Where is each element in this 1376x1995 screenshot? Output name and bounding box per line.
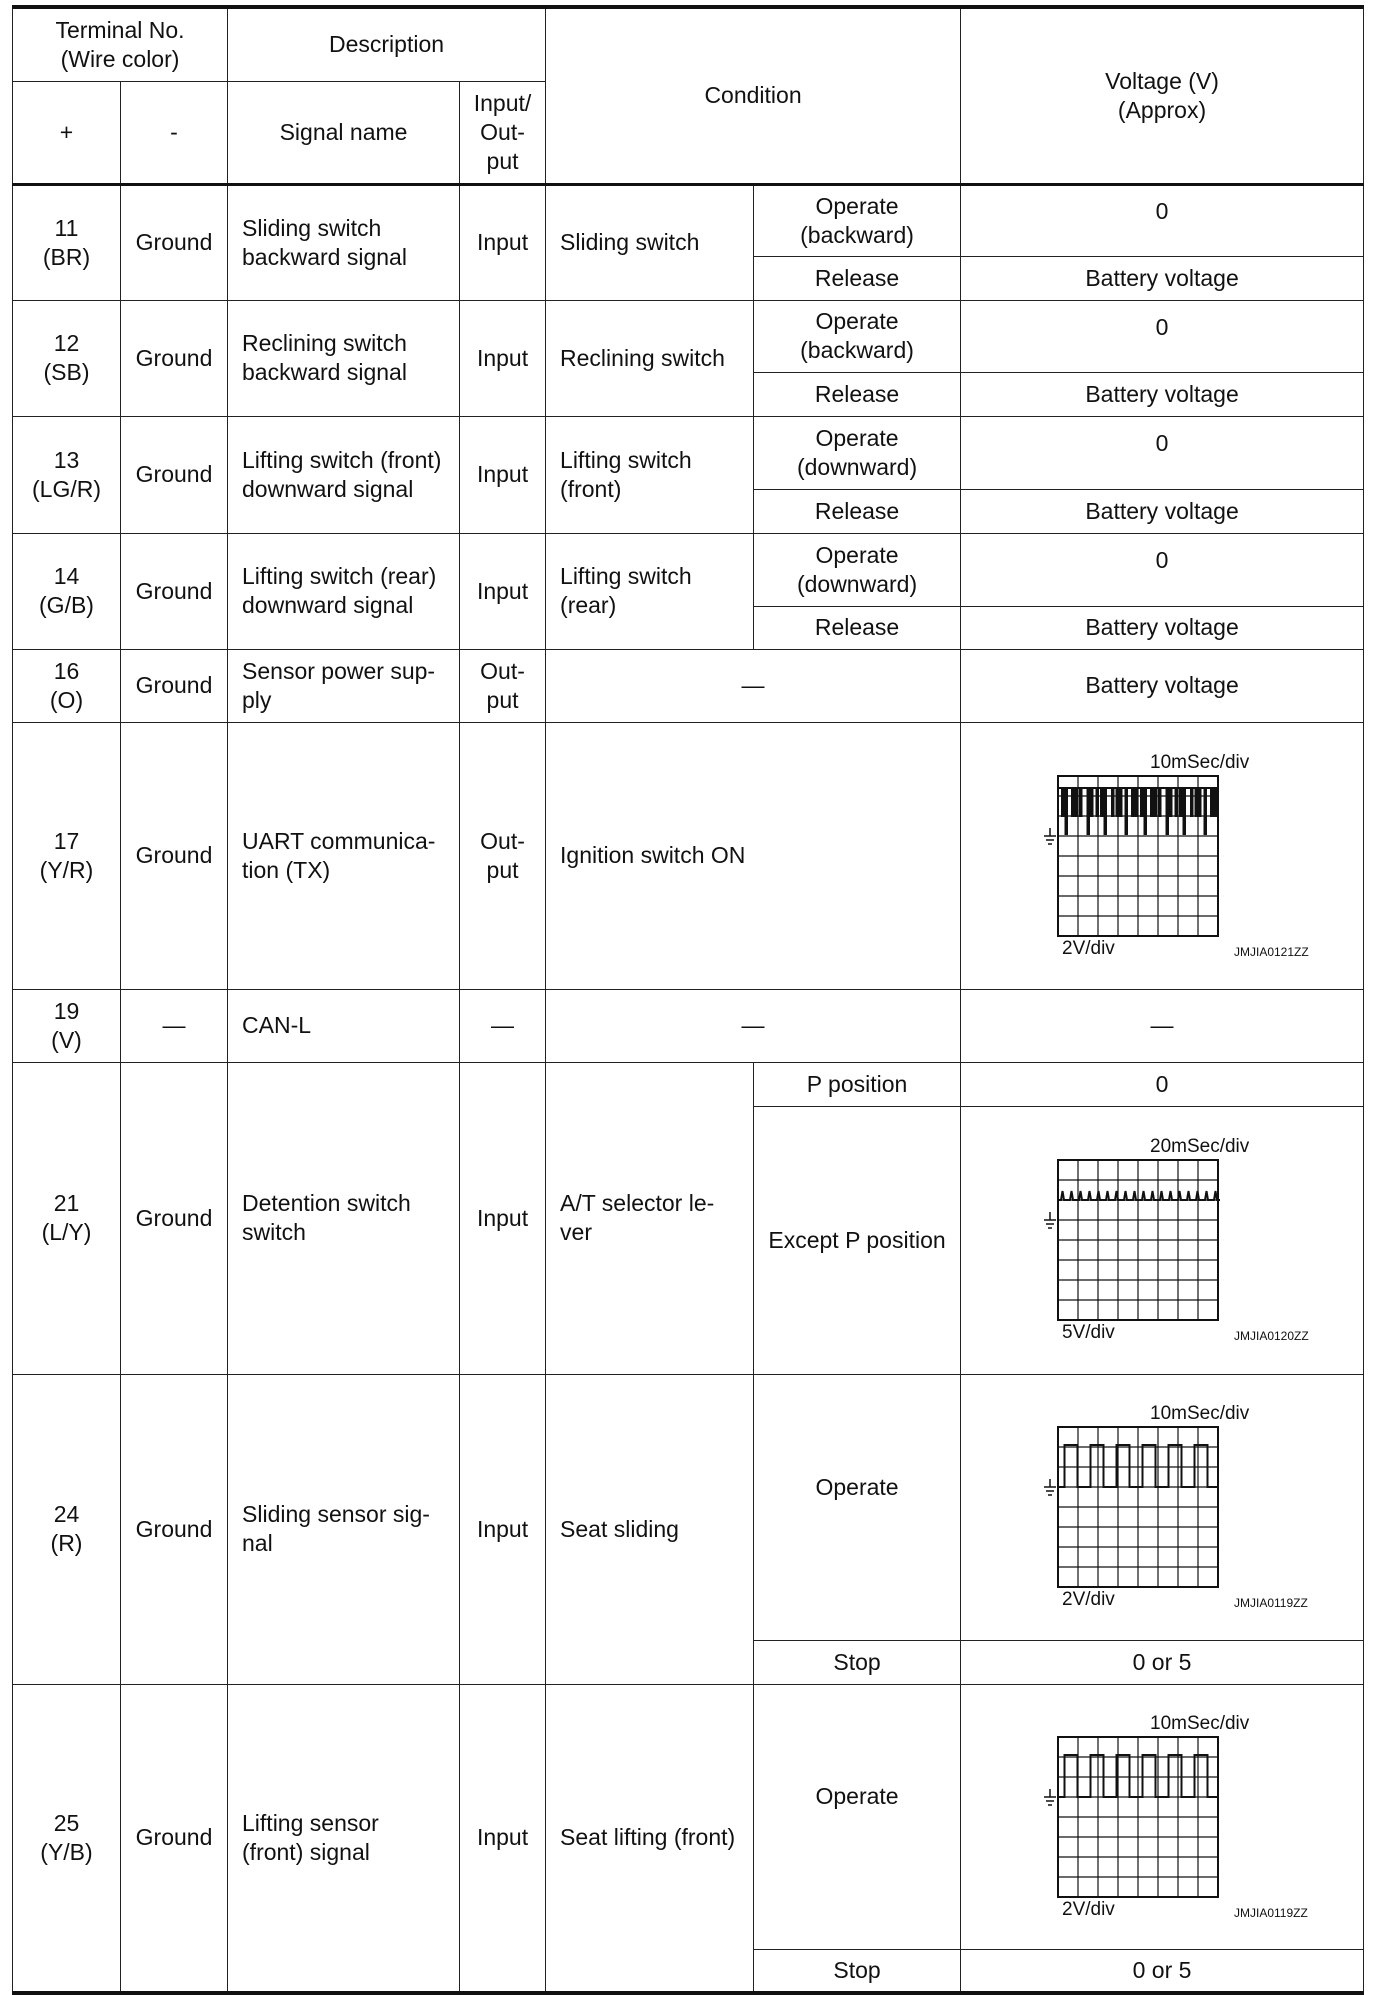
terminal-number: 25	[53, 1809, 80, 1836]
wire-color: (G/B)	[39, 592, 94, 618]
table-row	[13, 416, 1364, 489]
terminal-number: 17	[53, 827, 80, 854]
wire-color-header-label: (Wire color)	[60, 45, 180, 72]
voltage-cell: Battery voltage	[961, 606, 1364, 649]
signal-line: ply	[242, 686, 272, 713]
scope-time-label: 10mSec/div	[1150, 1403, 1250, 1424]
voltage-cell: 0	[961, 533, 1364, 606]
terminal-header	[13, 7, 228, 81]
wire-color: (O)	[49, 686, 84, 713]
scope-volt-label: 2V/div	[1062, 1589, 1115, 1610]
wire-color: (LG/R)	[32, 475, 101, 502]
terminal-number: 21	[53, 1190, 80, 1216]
subcondition-cell	[754, 416, 961, 489]
terminal-cell	[13, 1684, 121, 1993]
subcondition-line: Operate	[815, 541, 899, 568]
ground-cell: Ground	[121, 533, 228, 649]
terminal-header-label: Terminal No.	[55, 16, 185, 43]
signal-line: Reclining switch	[242, 330, 407, 356]
scope-volt-label: 2V/div	[1062, 1898, 1115, 1920]
terminal-cell	[13, 1374, 121, 1684]
signal-name-cell	[228, 649, 460, 722]
condition-cell: Sliding switch	[546, 184, 754, 300]
condition-cell	[546, 1062, 754, 1374]
signal-name-cell	[228, 1684, 460, 1993]
subcondition-cell: Release	[754, 256, 961, 300]
condition-cell	[546, 533, 754, 649]
approx-header-label: (Approx)	[1117, 96, 1207, 123]
subcondition-line: (backward)	[800, 221, 914, 248]
table-row	[13, 722, 1364, 989]
subcondition-cell	[754, 533, 961, 606]
condition-line: Lifting switch	[560, 446, 692, 473]
voltage-cell: Battery voltage	[961, 489, 1364, 533]
minus-header: -	[121, 81, 228, 184]
io-line: put	[486, 686, 519, 713]
signal-name-cell	[228, 1062, 460, 1374]
signal-line: downward signal	[242, 475, 414, 502]
io-line: Out-	[480, 827, 525, 854]
subcondition-cell: Stop	[754, 1949, 961, 1993]
signal-line: tion (TX)	[242, 856, 331, 883]
io-header	[460, 81, 546, 184]
voltage-cell: 0 or 5	[961, 1640, 1364, 1684]
signal-line: switch	[242, 1219, 306, 1245]
terminal-number: 24	[53, 1501, 80, 1527]
wire-color: (Y/B)	[40, 1838, 93, 1865]
signal-line: UART communica-	[242, 827, 436, 854]
condition-cell: Ignition switch ON	[546, 722, 961, 989]
ground-cell: Ground	[121, 1374, 228, 1684]
subcondition-cell	[754, 184, 961, 256]
condition-header: Condition	[546, 7, 961, 184]
wire-color: (V)	[51, 1026, 82, 1053]
voltage-header-label: Voltage (V)	[1105, 67, 1219, 94]
ground-cell: Ground	[121, 416, 228, 533]
figure-code: JMJIA0119ZZ	[1234, 1596, 1308, 1610]
description-header: Description	[228, 7, 546, 81]
voltage-cell	[961, 1684, 1364, 1949]
condition-cell: Reclining switch	[546, 300, 754, 416]
scope-grid	[1044, 1427, 1218, 1587]
terminal-cell	[13, 989, 121, 1062]
terminal-number: 12	[53, 330, 80, 356]
condition-cell	[546, 416, 754, 533]
condition-cell: Seat sliding	[546, 1374, 754, 1684]
header-row-1	[13, 7, 1364, 81]
voltage-cell: 0	[961, 416, 1364, 489]
subcondition-line: (backward)	[800, 337, 914, 363]
voltage-cell: 0 or 5	[961, 1949, 1364, 1993]
io-cell: —	[460, 989, 546, 1062]
voltage-cell	[961, 722, 1364, 989]
subcondition-cell: Operate	[754, 1684, 961, 1949]
table-row	[13, 1684, 1364, 1949]
condition-line: (rear)	[560, 592, 617, 618]
terminal-number: 16	[53, 657, 80, 684]
subcondition-cell: Release	[754, 606, 961, 649]
figure-code: JMJIA0120ZZ	[1234, 1329, 1309, 1343]
condition-cell: —	[546, 989, 961, 1062]
signal-line: backward signal	[242, 243, 407, 270]
signal-name-cell	[228, 722, 460, 989]
io-cell: Input	[460, 533, 546, 649]
voltage-cell: Battery voltage	[961, 256, 1364, 300]
io-header-line: Out-	[480, 118, 525, 145]
subcondition-line: Operate	[815, 424, 899, 451]
terminal-cell	[13, 416, 121, 533]
table-row	[13, 533, 1364, 606]
subcondition-cell: Except P position	[754, 1106, 961, 1374]
io-line: Out-	[480, 657, 525, 684]
terminal-cell	[13, 533, 121, 649]
plus-header: +	[13, 81, 121, 184]
scope-grid	[1044, 1737, 1218, 1897]
ground-cell: Ground	[121, 722, 228, 989]
condition-cell: Seat lifting (front)	[546, 1684, 754, 1993]
io-cell	[460, 649, 546, 722]
table-row	[13, 649, 1364, 722]
wire-color: (BR)	[42, 243, 91, 270]
scope-time-label: 10mSec/div	[1150, 1712, 1250, 1734]
table-row	[13, 184, 1364, 256]
signal-line: Lifting switch (rear)	[242, 563, 437, 589]
condition-line: Lifting switch	[560, 563, 692, 589]
terminal-cell	[13, 649, 121, 722]
scope-volt-label: 2V/div	[1062, 937, 1115, 959]
terminal-number: 19	[53, 997, 80, 1024]
signal-line: Sliding sensor sig-	[242, 1501, 430, 1527]
wire-color: (SB)	[43, 359, 90, 385]
scope-time-label: 20mSec/div	[1150, 1136, 1250, 1157]
signal-line: Lifting switch (front)	[242, 446, 442, 473]
subcondition-cell	[754, 300, 961, 372]
signal-line: nal	[242, 1530, 273, 1556]
oscilloscope-waveform	[1012, 1397, 1312, 1617]
terminal-number: 11	[54, 214, 79, 241]
subcondition-line: Operate	[815, 192, 899, 219]
oscilloscope-waveform	[1012, 746, 1312, 966]
terminal-number: 13	[53, 446, 80, 473]
terminal-cell	[13, 184, 121, 300]
subcondition-cell: Release	[754, 489, 961, 533]
subcondition-line: (downward)	[796, 570, 918, 597]
subcondition-line: Operate	[815, 308, 899, 334]
signal-name-cell	[228, 533, 460, 649]
signal-name-header: Signal name	[228, 81, 460, 184]
subcondition-line: (downward)	[796, 453, 918, 480]
ground-cell: Ground	[121, 1684, 228, 1993]
condition-line: (front)	[560, 475, 622, 502]
subcondition-cell: Release	[754, 372, 961, 416]
wire-color: (L/Y)	[41, 1219, 92, 1245]
signal-line: Sliding switch	[242, 214, 382, 241]
wire-color: (Y/R)	[39, 856, 94, 883]
io-cell: Input	[460, 300, 546, 416]
oscilloscope-waveform	[1012, 1130, 1312, 1350]
subcondition-cell: Operate	[754, 1374, 961, 1640]
subcondition-cell: Stop	[754, 1640, 961, 1684]
signal-line: Sensor power sup-	[242, 657, 436, 684]
ground-cell: —	[121, 989, 228, 1062]
scope-grid	[1044, 1160, 1218, 1320]
signal-line: Lifting sensor	[242, 1809, 379, 1836]
io-header-line: Input/	[473, 89, 532, 116]
ground-cell: Ground	[121, 300, 228, 416]
table-row	[13, 1374, 1364, 1640]
figure-code: JMJIA0121ZZ	[1234, 944, 1309, 959]
terminal-cell	[13, 300, 121, 416]
condition-line: ver	[560, 1219, 592, 1245]
signal-line: Detention switch	[242, 1190, 411, 1216]
io-cell: Input	[460, 416, 546, 533]
voltage-header	[961, 7, 1364, 184]
wire-color: (R)	[50, 1530, 83, 1556]
terminal-cell	[13, 722, 121, 989]
terminal-cell	[13, 1062, 121, 1374]
signal-line: downward signal	[242, 592, 414, 618]
scope-time-label: 10mSec/div	[1150, 751, 1250, 773]
voltage-cell: Battery voltage	[961, 372, 1364, 416]
voltage-cell	[961, 1374, 1364, 1640]
oscilloscope-waveform	[1012, 1707, 1312, 1927]
condition-line: A/T selector le-	[560, 1190, 715, 1216]
terminal-voltage-table	[12, 5, 1364, 1995]
voltage-cell: 0	[961, 300, 1364, 372]
table-row	[13, 989, 1364, 1062]
terminal-number: 14	[53, 563, 80, 589]
ground-cell: Ground	[121, 184, 228, 300]
voltage-cell: 0	[961, 184, 1364, 256]
io-line: put	[486, 856, 519, 883]
io-cell	[460, 722, 546, 989]
table-row	[13, 1062, 1364, 1106]
signal-line: backward signal	[242, 359, 407, 385]
io-header-line: put	[486, 147, 519, 174]
ground-cell: Ground	[121, 1062, 228, 1374]
signal-name-cell	[228, 1374, 460, 1684]
voltage-cell: —	[961, 989, 1364, 1062]
table-row	[13, 300, 1364, 372]
figure-code: JMJIA0119ZZ	[1234, 1905, 1308, 1920]
condition-cell: —	[546, 649, 961, 722]
voltage-cell: Battery voltage	[961, 649, 1364, 722]
voltage-cell: 0	[961, 1062, 1364, 1106]
signal-name-cell	[228, 416, 460, 533]
voltage-cell	[961, 1106, 1364, 1374]
ground-cell: Ground	[121, 649, 228, 722]
scope-volt-label: 5V/div	[1062, 1322, 1115, 1343]
io-cell: Input	[460, 184, 546, 300]
terminal-table-container	[12, 5, 1363, 1995]
waveform-trace	[1058, 1191, 1220, 1200]
io-cell: Input	[460, 1684, 546, 1993]
signal-name-cell	[228, 184, 460, 300]
signal-name-cell: CAN-L	[228, 989, 460, 1062]
subcondition-cell: P position	[754, 1062, 961, 1106]
io-cell: Input	[460, 1374, 546, 1684]
io-cell: Input	[460, 1062, 546, 1374]
signal-name-cell	[228, 300, 460, 416]
signal-line: (front) signal	[242, 1838, 370, 1865]
